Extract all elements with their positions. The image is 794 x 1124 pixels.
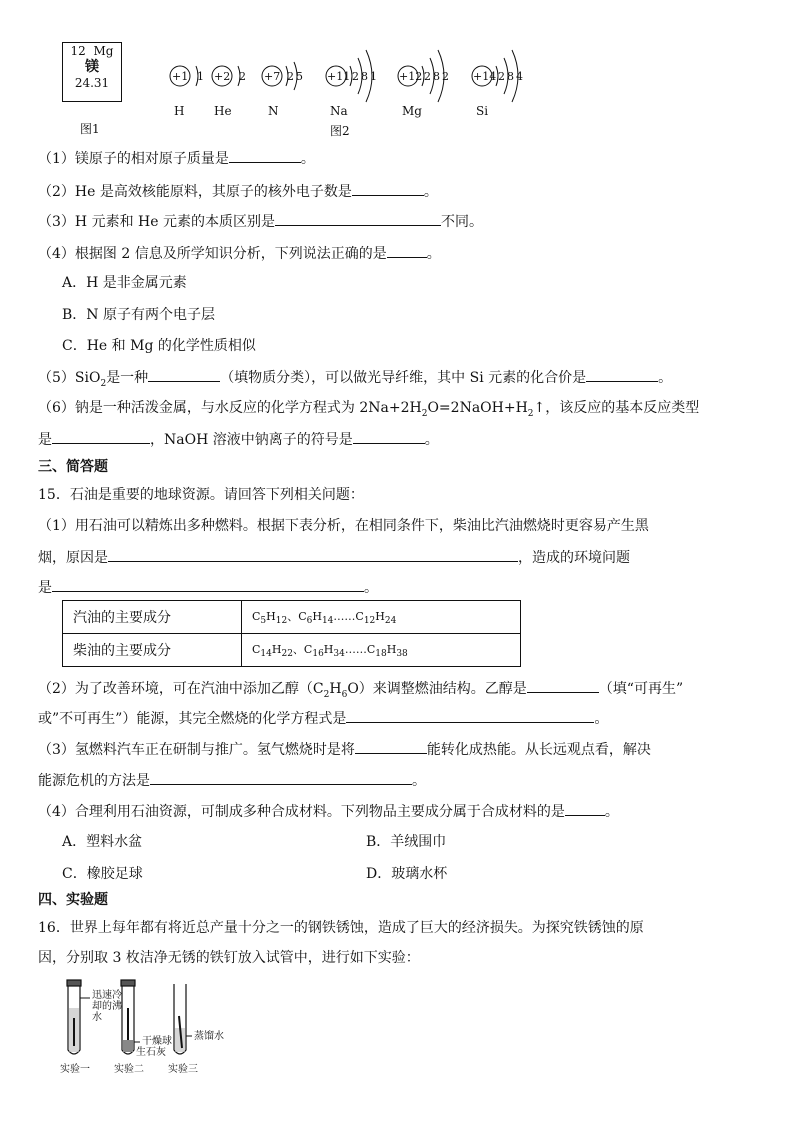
answer-blank[interactable] — [148, 367, 220, 382]
answer-blank[interactable] — [355, 739, 427, 754]
q15-part-2-line-1: （2）为了改善环境，可在汽油中添加乙醇$(C_2H_6O)$来调整燃油结构。乙醇是 （填“可再生” — [38, 678, 683, 705]
answer-blank[interactable] — [565, 801, 605, 816]
svg-text:1: 1 — [370, 70, 377, 83]
svg-text:2: 2 — [442, 70, 449, 83]
atom-h — [170, 66, 204, 86]
element-symbol: Mg — [93, 44, 114, 58]
q15-part-1-line-3: 是 。 — [38, 577, 378, 598]
svg-text:8: 8 — [361, 70, 368, 83]
answer-blank[interactable] — [52, 429, 150, 444]
q15-stem: 15．石油是重要的地球资源。请回答下列相关问题： — [38, 487, 364, 503]
table-cell: $C_{14}H_{22}$、$C_{16}H_{34}\dots\dots C_{18}H_{38}$ — [242, 634, 521, 667]
q16-line-1: 16．世界上每年都有将近总产量十分之一的钢铁锈蚀，造成了巨大的经济损失。为探究铁锈蚀的原 — [38, 920, 644, 936]
svg-text:+7: +7 — [264, 70, 281, 83]
atom-structure-diagram — [160, 40, 540, 140]
table-row — [63, 601, 521, 634]
svg-text:2: 2 — [239, 70, 246, 83]
q15-option-a: A．塑料水盆 — [62, 834, 143, 850]
element-name: 镁 — [85, 59, 99, 75]
q15-part-4: （4）合理利用石油资源，可制成多种合成材料。下列物品主要成分属于合成材料的是 。 — [38, 801, 619, 822]
atom-mg — [398, 50, 449, 102]
q15-option-c: C．橡胶足球 — [62, 866, 143, 882]
label-quicklime: 生石灰 — [136, 1047, 166, 1058]
svg-text:5: 5 — [296, 70, 303, 83]
table-cell: 汽油的主要成分 — [63, 601, 242, 634]
answer-blank[interactable] — [150, 770, 412, 785]
svg-text:4: 4 — [516, 70, 523, 83]
q15-part-1-line-2: 烟，原因是 ，造成的环境问题 — [38, 547, 630, 568]
answer-blank[interactable] — [108, 547, 518, 562]
table-cell: 柴油的主要成分 — [63, 634, 242, 667]
caption-experiment-1: 实验一 — [60, 1064, 90, 1075]
q14-item-5: （5）SiO$_2$是一种 （填物质分类），可以做光导纤维，其中 Si 元素的化合价是 。 — [38, 367, 672, 394]
svg-text:+2: +2 — [214, 70, 231, 83]
atom-si — [472, 50, 523, 102]
figure-2-caption: 图2 — [330, 124, 350, 138]
atom-he — [212, 66, 246, 86]
label-drying-bulb: 干燥球 — [142, 1036, 172, 1047]
table-row — [63, 634, 521, 667]
caption-experiment-2: 实验二 — [114, 1064, 144, 1075]
rust-experiment-figure — [58, 978, 238, 1073]
svg-text:+12: +12 — [399, 70, 423, 83]
test-tube-3 — [174, 984, 186, 1054]
atom-label-n: N — [268, 104, 279, 118]
atom-label-h: H — [174, 104, 185, 118]
svg-text:+1: +1 — [172, 70, 189, 83]
svg-text:2: 2 — [424, 70, 431, 83]
q14-option-a: A．H 是非金属元素 — [62, 275, 187, 291]
label-distilled-water: 蒸馏水 — [194, 1031, 224, 1042]
q15-option-d: D．玻璃水杯 — [366, 866, 448, 882]
atom-n — [262, 62, 303, 90]
q15-part-3-line-2: 能源危机的方法是 。 — [38, 770, 426, 791]
answer-blank[interactable] — [353, 429, 425, 444]
q16-line-2: 因，分别取 3 枚洁净无锈的铁钉放入试管中，进行如下实验： — [38, 950, 420, 966]
svg-text:8: 8 — [507, 70, 514, 83]
q14-item-2: （2）He 是高效核能原料，其原子的核外电子数是 。 — [38, 181, 438, 202]
svg-text:2: 2 — [498, 70, 505, 83]
q14-item-6: （6）钠是一种活泼金属，与水反应的化学方程式为 $2Na+2H_2O=2NaOH+H_2↑$，该反应的基本反应类型 — [38, 400, 700, 419]
atomic-mass: 24.31 — [74, 76, 110, 90]
q15-part-2-line-2: 或”不可再生”）能源，其完全燃烧的化学方程式是 。 — [38, 708, 608, 729]
svg-text:+14: +14 — [473, 70, 497, 83]
answer-blank[interactable] — [352, 181, 424, 196]
svg-text:2: 2 — [287, 70, 294, 83]
svg-text:1: 1 — [197, 70, 204, 83]
atom-label-si: Si — [476, 104, 489, 118]
q14-item-6-cont: 是 ，NaOH 溶液中钠离子的符号是 。 — [38, 429, 439, 450]
answer-blank[interactable] — [275, 211, 441, 226]
answer-blank[interactable] — [346, 708, 594, 723]
q14-option-b: B．N 原子有两个电子层 — [62, 307, 215, 323]
atom-label-na: Na — [330, 104, 348, 118]
caption-experiment-3: 实验三 — [168, 1064, 198, 1075]
answer-blank[interactable] — [586, 367, 658, 382]
q14-item-4: （4）根据图 2 信息及所学知识分析，下列说法正确的是 。 — [38, 243, 441, 264]
table-cell: $C_5H_{12}$、$C_6H_{14}\dots\dots C_{12}H_{24}$ — [242, 601, 521, 634]
svg-text:2: 2 — [352, 70, 359, 83]
answer-blank[interactable] — [52, 577, 364, 592]
q14-option-c: C．He 和 Mg 的化学性质相似 — [62, 338, 256, 354]
svg-text:8: 8 — [433, 70, 440, 83]
answer-blank[interactable] — [229, 148, 301, 163]
q14-item-3: （3）H 元素和 He 元素的本质区别是 不同。 — [38, 211, 483, 232]
q14-item-1: （1）镁原子的相对原子质量是 。 — [38, 148, 315, 169]
answer-blank[interactable] — [527, 678, 599, 693]
svg-text:+11: +11 — [327, 70, 351, 83]
atom-label-mg: Mg — [402, 104, 422, 118]
atom-na — [326, 50, 377, 102]
q15-part-1-line-1: （1）用石油可以精炼出多种燃料。根据下表分析，在相同条件下，柴油比汽油燃烧时更容易产生黑 — [38, 518, 649, 534]
test-tube-2 — [121, 980, 135, 1054]
q15-part-3-line-1: （3）氢燃料汽车正在研制与推广。氢气燃烧时是将 能转化成热能。从长远观点看，解决 — [38, 739, 651, 760]
figure-1-caption: 图1 — [80, 122, 100, 136]
q15-option-b: B．羊绒围巾 — [366, 834, 447, 850]
element-card-mg — [62, 42, 122, 102]
fuel-composition-table — [62, 600, 521, 667]
test-tube-1 — [67, 980, 81, 1054]
atomic-number: 12 — [70, 44, 86, 58]
answer-blank[interactable] — [387, 243, 427, 258]
section-3-heading: 三、简答题 — [38, 459, 108, 475]
atom-label-he: He — [214, 104, 232, 118]
label-cooled-boiling-water: 迅速冷却的沸水 — [92, 990, 122, 1023]
section-4-heading: 四、实验题 — [38, 892, 108, 908]
